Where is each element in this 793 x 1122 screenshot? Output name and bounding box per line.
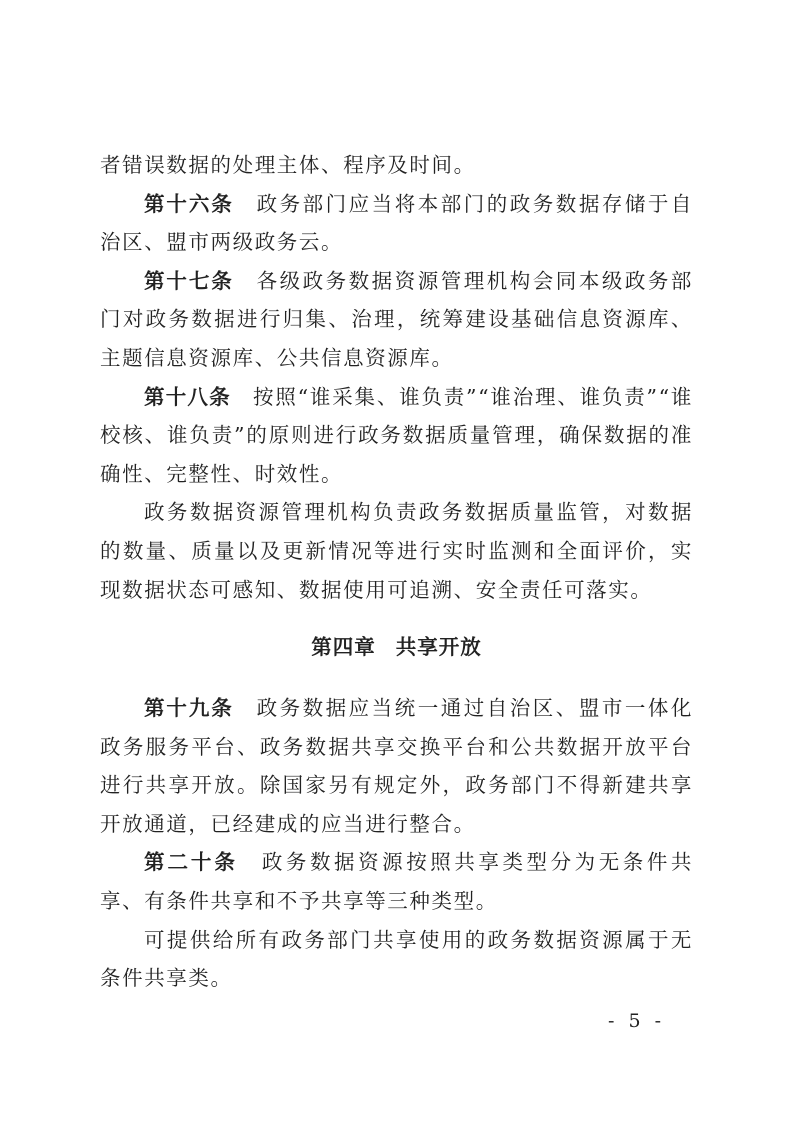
chapter-number: 第四章 — [311, 635, 376, 659]
article-19 — [100, 689, 693, 843]
article-text: 政务部门应当将本部门的政务数据存储于自治区、盟市两级政务云。 — [100, 191, 693, 255]
article-20 — [100, 843, 693, 920]
article-16 — [100, 185, 693, 262]
article-text: 政务数据应当统一通过自治区、盟市一体化政务服务平台、政务数据共享交换平台和公共数据开放平台进行共享开放。除国家另有规定外，政务部门不得新建共享开放通道，已经建成的应当进行整合。 — [100, 696, 693, 836]
article-18 — [100, 378, 693, 494]
article-text: 各级政务数据资源管理机构会同本级政务部门对政务数据进行归集、治理，统筹建设基础信息资源库、主题信息资源库、公共信息资源库。 — [100, 268, 693, 370]
text-block-articles-16-18 — [100, 146, 693, 609]
paragraph-quality-supervision: 政务数据资源管理机构负责政务数据质量监管，对数据的数量、质量以及更新情况等进行实时监测和全面评价，实现数据状态可感知、数据使用可追溯、安全责任可落实。 — [100, 500, 693, 602]
paragraph-unconditional-sharing: 可提供给所有政务部门共享使用的政务数据资源属于无条件共享类。 — [100, 927, 693, 991]
paragraph-continuation: 者错误数据的处理主体、程序及时间。 — [100, 153, 476, 177]
page-number: - 5 - — [608, 1010, 666, 1032]
article-text: 政务数据资源按照共享类型分为无条件共享、有条件共享和不予共享等三种类型。 — [100, 850, 693, 913]
chapter-heading — [100, 628, 693, 666]
text-block-articles-19-20 — [100, 689, 693, 998]
article-label: 第十六条 — [144, 191, 234, 216]
article-label: 第十九条 — [144, 696, 234, 720]
article-text: 按照“谁采集、谁负责”“谁治理、谁负责”“谁校核、谁负责”的原则进行政务数据质量管理，确保数据的准确性、完整性、时效性。 — [100, 384, 694, 486]
chapter-title: 共享开放 — [395, 635, 482, 659]
article-17 — [100, 262, 693, 378]
article-label: 第十八条 — [144, 384, 231, 409]
article-label: 第十七条 — [144, 268, 234, 293]
article-label: 第二十条 — [144, 850, 238, 875]
